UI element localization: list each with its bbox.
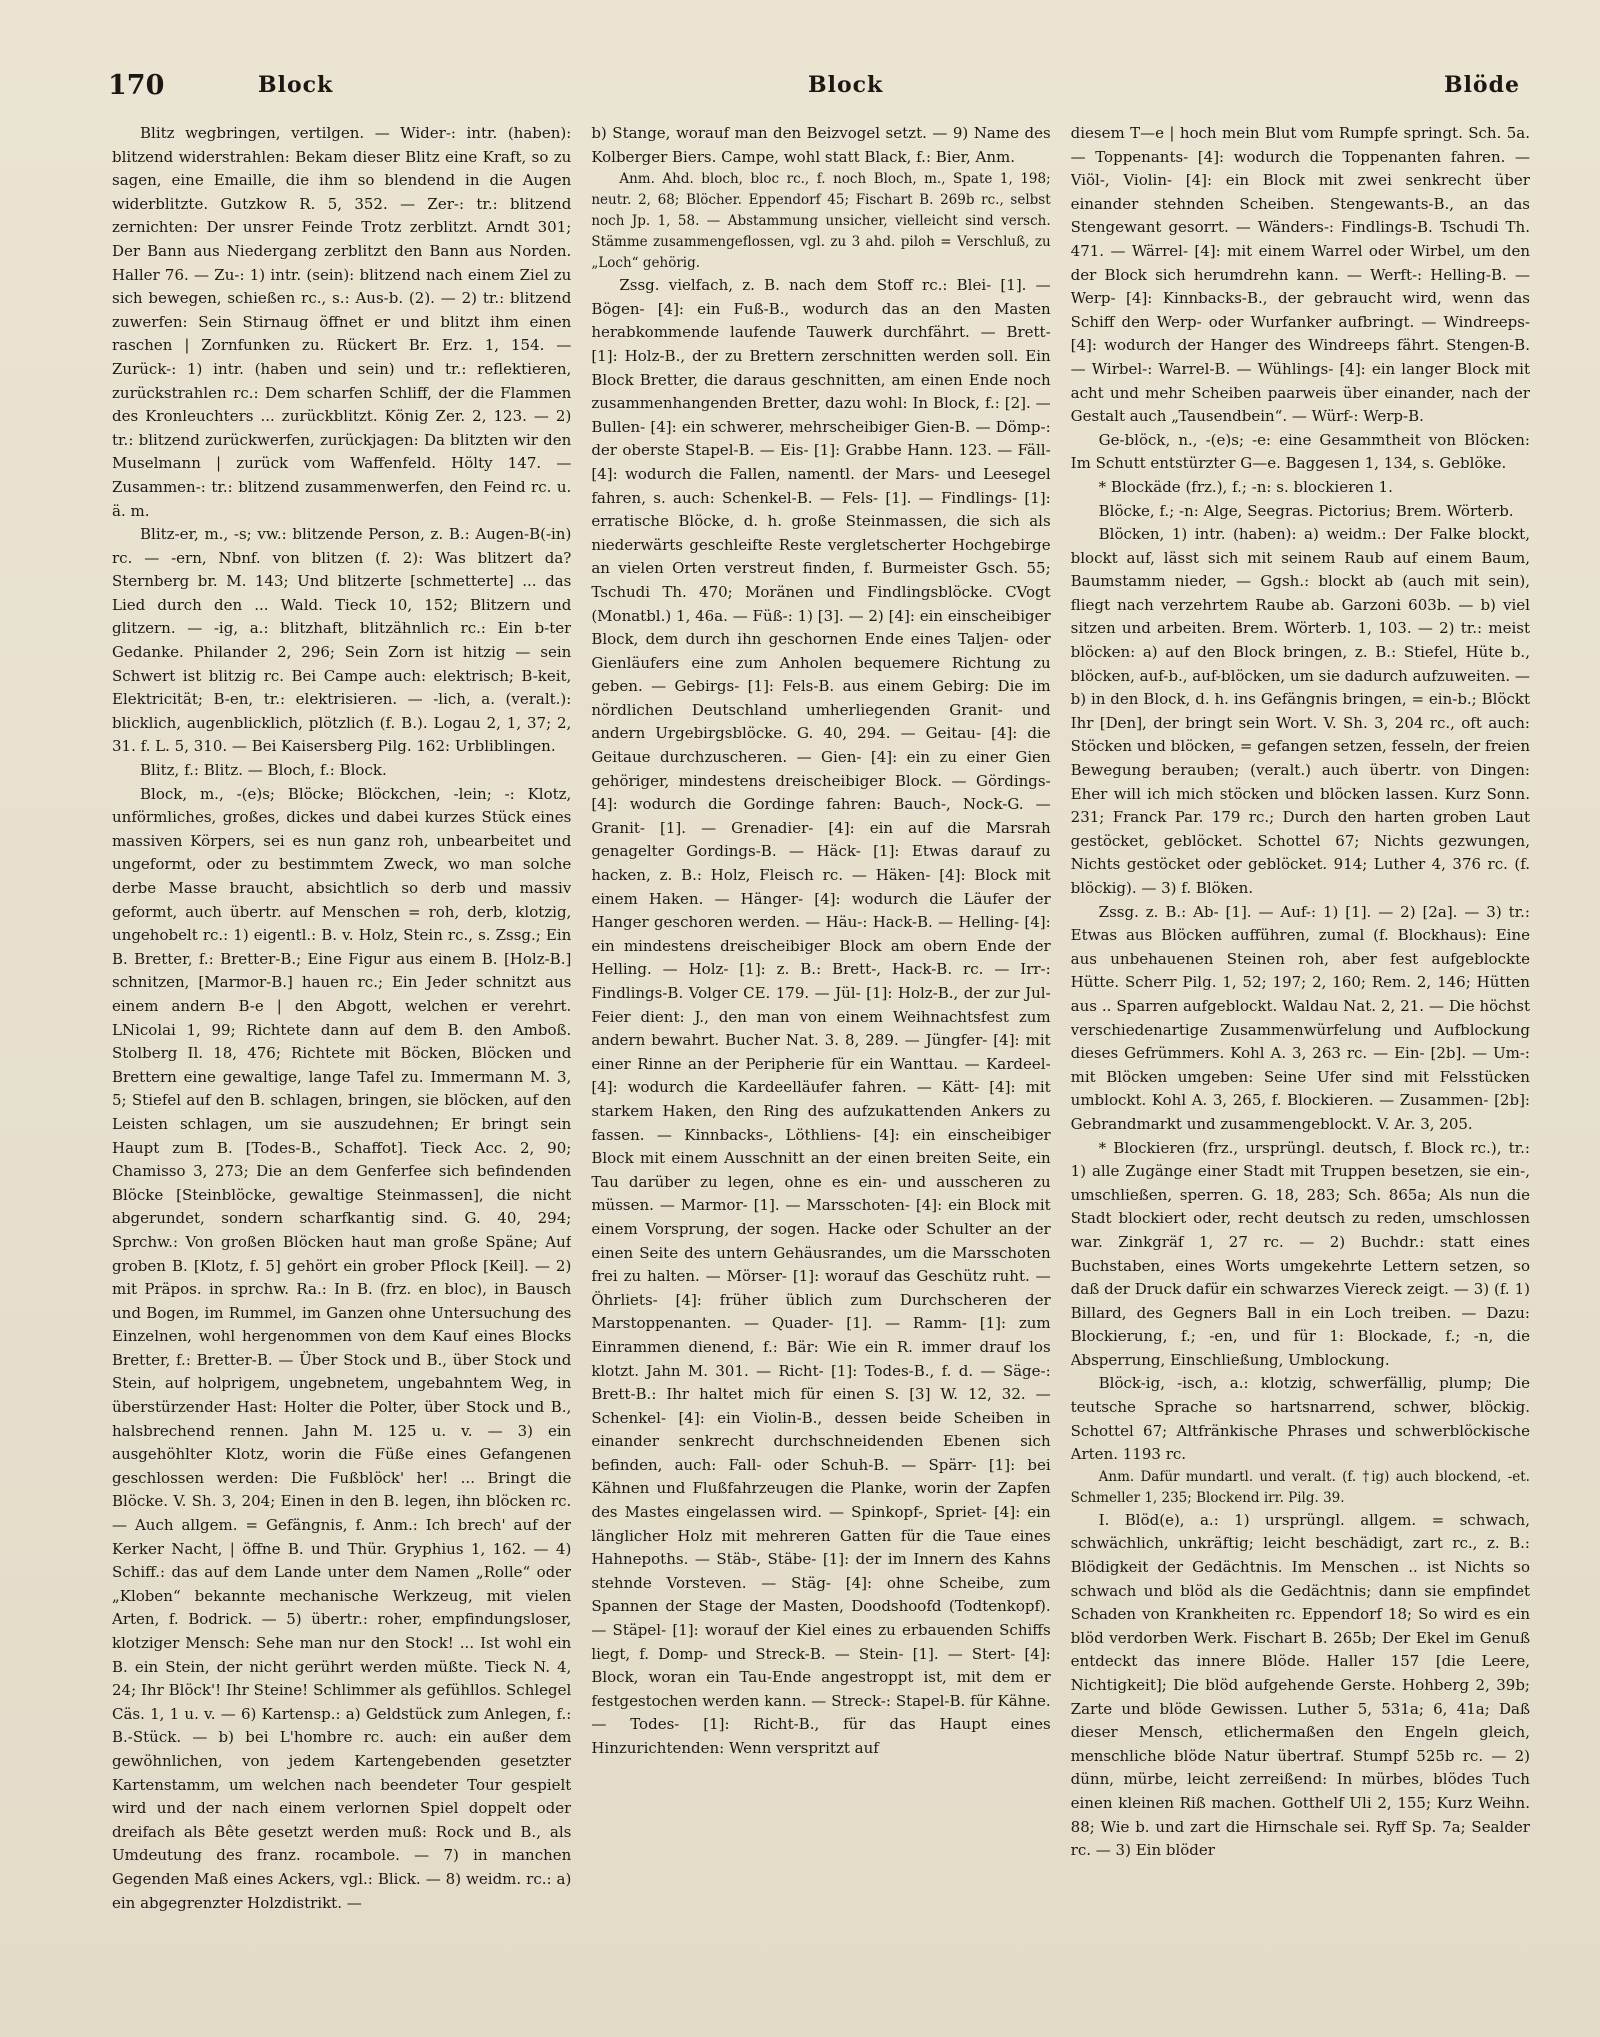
- page-header: [108, 70, 1530, 110]
- text-columns: [112, 122, 1530, 2019]
- entry-blitz-compounds: Blitz wegbringen, vertilgen. — Wider-: intr. (haben): blitzend widerstrahlen: Bekam dieser Blitz eine Kraft, so zu sagen, eine Emaille, die ihm so blendend in die Augen widerblitzte. Gutzkow R. 5, 352. — Zer-: tr.: blitzend zernichten: Der unsrer Feinde Trotz zerblitzt. Arndt 301; Der Bann aus Niedergang zerblitzt den Bann aus Norden. Haller 76. — Zu-: 1) intr. (sein): blitzend nach einem Ziel zu sich bewegen, schießen rc., s.: Aus-b. (2). — 2) tr.: blitzend zuwerfen: Sein Stirnaug öffnet er und blitzt ihm einen raschen | Zornfunken zu. Rückert Br. Erz. 1, 154. — Zurück-: 1) intr. (haben und sein) und tr.: reflektieren, zurückstrahlen rc.: Dem scharfen Schliff, der die Flammen des Kronleuchters ... zurückblitzt. König Zer. 2, 123. — 2) tr.: blitzend zurückwerfen, zurückjagen: Da blitzten wir den Muselmann | zurück vom Waffenfeld. Hölty 147. — Zusammen-: tr.: blitzend zusammenwerfen, den Feind rc. u. ä. m.: [112, 124, 572, 520]
- entry-blitzer: Blitz-er, m., -s; vw.: blitzende Person, z. B.: Augen-B(-in) rc. — -ern, Nbnf. von blitzen (f. 2): Was blitzert da? Sternberg br. M. 143; Und blitzerte [schmetterte] ... das Lied durch den ... Wald. Tieck 10, 152; Blitzern und glitzern. — -ig, a.: blitzhaft, blitzähnlich rc.: Ein b-ter Gedanke. Philander 2, 296; Sein Zorn ist hitzig — sein Schwert ist blitzig rc. Bei Campe auch: elektrisch; B-keit, Elektricität; B-en, tr.: elektrisieren. — -lich, a. (veralt.): blicklich, augenblicklich, plötzlich (f. B.). Logau 2, 1, 37; 2, 31. f. L. 5, 310. — Bei Kaisersberg Pilg. 162: Urbliblingen.: [112, 525, 572, 756]
- entry-block-anm: Anm. Ahd. bloch, bloc rc., f. noch Bloch, m., Spate 1, 198; neutr. 2, 68; Blöcher. Eppendorf 45; Fischart B. 269b rc., selbst noch Jp. 1, 58. — Abstammung unsicher, vielleicht sind versch. Stämme zusammengeflossen, vgl. zu 3 ahd. piloh = Verschluß, zu „Loch“ gehörig.: [591, 171, 1051, 272]
- column-middle: [591, 122, 1050, 2019]
- entry-bloede: I. Blöd(e), a.: 1) ursprüngl. allgem. = schwach, schwächlich, unkräftig; leicht beschädigt, zart rc., z. B.: Blödigkeit der Gedächtnis. Im Menschen .. ist Nichts so schwach und blöd als die Gedächtnis; dann sie empfindet Schaden von Krankheiten rc. Eppendorf 18; So wird es ein blöd verdorben Werk. Fischart B. 265b; Der Ekel im Genuß entdeckt das innere Blöde. Haller 157 [die Leere, Nichtigkeit]; Die blöd aufgehende Gerste. Hohberg 2, 39b; Zarte und blöde Gewissen. Luther 5, 531a; 6, 41a; Daß dieser Mensch, etlichermaßen den Engeln gleich, menschliche blöde Natur übertraf. Stumpf 525b rc. — 2) dünn, mürbe, leicht zerreißend: In mürbes, blödes Tuch einen kleinen Riß machen. Gotthelf Uli 2, 155; Kurz Weihn. 88; Wie b. und zart die Hirnschale sei. Ryff Sp. 7a; Sealder rc. — 3) Ein blöder: [1070, 1510, 1530, 1860]
- column-right: [1071, 122, 1530, 2019]
- entry-blitz-bloch: Blitz, f.: Blitz. — Bloch, f.: Block.: [140, 761, 387, 780]
- column-left: [112, 122, 571, 2019]
- entry-bloecken-compounds: Zssg. z. B.: Ab- [1]. — Auf-: 1) [1]. — 2) [2a]. — 3) tr.: Etwas aus Blöcken aufführen, zumal (f. Blockhaus): Eine aus unbehauenen Steinen roh, aber fest aufgeblockte Hütte. Scherr Pilg. 1, 52; 197; 2, 160; Rem. 2, 146; Hütten aus .. Sparren aufgeblockt. Waldau Nat. 2, 21. — Die höchst verschiedenartige Zusammenwürfelung und Aufblockung dieses Gefrümmers. Kohl A. 3, 263 rc. — Ein- [2b]. — Um-: mit Blöcken umgeben: Seine Ufer sind mit Felsstücken umblockt. Kohl A. 3, 265, f. Blockieren. — Zusammen- [2b]: Gebrandmarkt und zusammengeblockt. V. Ar. 3, 205.: [1070, 902, 1530, 1133]
- center-running-head: Block: [808, 72, 884, 98]
- page-number: 170: [108, 70, 165, 101]
- right-running-head: Blöde: [1443, 72, 1520, 98]
- entry-blockade: * Blockäde (frz.), f.; -n: s. blockieren 1.: [1098, 477, 1393, 496]
- entry-bloecken: Blöcken, 1) intr. (haben): a) weidm.: Der Falke blockt, blockt auf, lässt sich mit seinem Raub auf einem Baum, Baumstamm nieder, — Ggsh.: blockt ab (auch mit sein), fliegt nach verzehrtem Raube ab. Garzoni 603b. — b) viel sitzen und arbeiten. Brem. Wörterb. 1, 103. — 2) tr.: meist blöcken: a) auf den Block bringen, z. B.: Stiefel, Hüte b., blöcken, auf-b., auf-blöcken, um sie dadurch aufzuweiten. — b) in den Block, d. h. ins Gefängnis bringen, = ein-b.; Blöckt Ihr [Den], der bringt sein Wort. V. Sh. 3, 204 rc., oft auch: Stöcken und blöcken, = gefangen setzen, fesseln, der freien Bewegung berauben; (veralt.) auch übertr. von Dingen: Eher will ich mich stöcken und blöcken lassen. Kurz Sonn. 231; Franck Par. 179 rc.; Durch den harten groben Laut gestöcket, geblöcket. Schottel 67; Nichts gezwungen, Nichts gestöcket oder geblöcket. 914; Luther 4, 376 rc. (f. blöckig). — 3) f. Blöken.: [1070, 525, 1530, 897]
- entry-block-compounds-end: diesem T—e | hoch mein Blut vom Rumpfe springt. Sch. 5a. — Toppenants- [4]: wodurch die Toppenanten fahren. — Viöl-, Violin- [4]: ein Block mit zwei senkrecht über einander stehnden Scheiben. Stengewants-B., an das Stengewant gesorrt. — Wänders-: Findlings-B. Tschudi Th. 471. — Wärrel- [4]: mit einem Warrel oder Wirbel, um den der Block sich herumdrehn kann. — Werft-: Helling-B. — Werp- [4]: Kinnbacks-B., der gebraucht wird, wenn das Schiff den Werp- oder Wurfanker aufbringt. — Windreeps- [4]: wodurch der Hanger des Windreeps fährt. Stengen-B. — Wirbel-: Warrel-B. — Wühlings- [4]: ein langer Block mit acht und mehr Scheiben paarweis über einander, nach der Gestalt auch „Tausendbein“. — Würf-: Werp-B.: [1070, 124, 1530, 426]
- entry-bloeckig-anm: Anm. Dafür mundartl. und veralt. (f. †ig) auch blockend, -et. Schmeller 1, 235; Blockend irr. Pilg. 39.: [1070, 1468, 1530, 1506]
- left-running-head: Block: [258, 72, 334, 98]
- entry-block-continued: b) Stange, worauf man den Beizvogel setzt. — 9) Name des Kolberger Biers. Campe, wohl statt Black, f.: Bier, Anm.: [591, 124, 1051, 166]
- entry-blockieren: * Blockieren (frz., ursprüngl. deutsch, f. Block rc.), tr.: 1) alle Zugänge einer Stadt mit Truppen besetzen, sie ein-, umschließen, sperren. G. 18, 283; Sch. 865a; Als nun die Stadt blockiert oder, recht deutsch zu reden, umschlossen war. Zinkgräf 1, 27 rc. — 2) Buchdr.: statt eines Buchstaben, eines Worts umgekehrte Lettern setzen, so daß der Druck dafür ein schwarzes Viereck zeigt. — 3) (f. 1) Billard, des Gegners Ball in ein Loch treiben. — Dazu: Blockierung, f.; -en, und für 1: Blockade, f.; -n, die Absperrung, Einschließung, Umblockung.: [1070, 1138, 1530, 1369]
- entry-bloeckig: Blöck-ig, -isch, a.: klotzig, schwerfällig, plump; Die teutsche Sprache so hartsnarrend, schwer, blöckig. Schottel 67; Altfränkische Phrases und schwerblöckische Arten. 1193 rc.: [1070, 1374, 1530, 1464]
- entry-block: Block, m., -(e)s; Blöcke; Blöckchen, -lein; -: Klotz, unförmliches, großes, dickes und dabei kurzes Stück eines massiven Körpers, sei es nun ganz roh, unbearbeitet und ungeformt, oder zu bestimmtem Zweck, wo man solche derbe Masse braucht, absichtlich so derb und massiv geformt, auch übertr. auf Menschen = roh, derb, klotzig, ungehobelt rc.: 1) eigentl.: B. v. Holz, Stein rc., s. Zssg.; Ein B. Bretter, f.: Bretter-B.; Eine Figur aus einem B. [Holz-B.] schnitzen, [Marmor-B.] hauen rc.; Ein Jeder schnitzt aus einem andern B-e | den Abgott, welchen er verehrt. LNicolai 1, 99; Richtete dann auf dem B. den Amboß. Stolberg Il. 18, 476; Richtete mit Böcken, Blöcken und Brettern eine gewaltige, lange Tafel zu. Immermann M. 3, 5; Stiefel auf den B. schlagen, bringen, sie blöcken, auf den Leisten schlagen, um sie auszudehnen; Er bringt sein Haupt zum B. [Todes-B., Schaffot]. Tieck Acc. 2, 90; Chamisso 3, 273; Die an dem Genferfee sich befindenden Blöcke [Steinblöcke, gewaltige Steinmassen], die nicht abgerundet, sondern scharfkantig sind. G. 40, 294; Sprchw.: Von großen Blöcken haut man große Späne; Auf groben B. [Klotz, f. 5] gehört ein grober Pflock [Keil]. — 2) mit Präpos. in sprchw. Ra.: In B. (frz. en bloc), in Bausch und Bogen, im Rummel, im Ganzen ohne Untersuchung des Einzelnen, wohl hergenommen von dem Kauf eines Blocks Bretter, f.: Bretter-B. — Über Stock und B., über Stock und Stein, auf holprigem, ungebnetem, ungebahntem Weg, in überstürzender Hast: Holter die Polter, über Stock und B., halsbrechend rennen. Jahn M. 125 u. v. — 3) ein ausgehöhlter Klotz, worin die Füße eines Gefangenen geschlossen werden: Die Fußblöck' her! ... Bringt die Blöcke. V. Sh. 3, 204; Einen in den B. legen, ihn blöcken rc. — Auch allgem. = Gefängnis, f. Anm.: Ich brech' auf der Kerker Nacht, | öffne B. und Thür. Gryphius 1, 162. — 4) Schiff.: das auf dem Lande unter dem Namen „Rolle“ oder „Kloben“ bekannte mechanische Werkzeug, mit vielen Arten, f. Bodrick. — 5) übertr.: roher, empfindungsloser, klotziger Mensch: Sehe man nur den Stock! ... Ist wohl ein B. ein Stein, der nicht gerührt werden müßte. Tieck N. 4, 24; Ihr Blöck'! Ihr Steine! Schlimmer als gefühllos. Schlegel Cäs. 1, 1 u. v. — 6) Kartensp.: a) Geldstück zum Anlegen, f.: B.-Stück. — b) bei L'hombre rc. auch: ein außer dem gewöhnlichen, von jedem Kartengebenden gesetzter Kartenstamm, um welchen nach beendeter Tour gespielt wird und der nach einem verlornen Spiel doppelt oder dreifach als Bête gesetzt werden muß: Rock und B., als Umdeutung des franz. rocambole. — 7) in manchen Gegenden Maß eines Ackers, vgl.: Blick. — 8) weidm. rc.: a) ein abgegrenzter Holzdistrikt. —: [112, 784, 572, 1912]
- entry-bloecke: Blöcke, f.; -n: Alge, Seegras. Pictorius; Brem. Wörterb.: [1098, 501, 1514, 520]
- entry-block-compounds: Zssg. vielfach, z. B. nach dem Stoff rc.: Blei- [1]. — Bögen- [4]: ein Fuß-B., wodurch das an den Masten herabkommende laufende Tauwerk durchfährt. — Brett- [1]: Holz-B., der zu Brettern zerschnitten werden soll. Ein Block Bretter, die daraus geschnitten, am einen Ende noch zusammenhangenden Bretter, dazu wohl: In Block, f.: [2]. — Bullen- [4]: ein schwerer, mehrscheibiger Gien-B. — Dömp-: der oberste Stapel-B. — Eis- [1]: Grabbe Hann. 123. — Fäll- [4]: wodurch die Fallen, namentl. der Mars- und Leesegel fahren, s. auch: Schenkel-B. — Fels- [1]. — Findlings- [1]: erratische Blöcke, d. h. große Steinmassen, die sich als niederwärts geschleifte Reste vergletscherter Hochgebirge an vielen Orten verstreut finden, f. Burmeister Gsch. 55; Tschudi Th. 470; Moränen und Findlingsblöcke. CVogt (Monatbl.) 1, 46a. — Füß-: 1) [3]. — 2) [4]: ein einscheibiger Block, dem durch ihn geschornen Ende eines Taljen- oder Gienläufers eine zum Anholen bequemere Richtung zu geben. — Gebirgs- [1]: Fels-B. aus einem Gebirg: Die im nördlichen Deutschland umherliegenden Granit- und andern Urgebirgsblöcke. G. 40, 294. — Geitau- [4]: die Geitaue durchzuscheren. — Gien- [4]: ein zu einer Gien gehöriger, mindestens dreischeibiger Block. — Gördings- [4]: wodurch die Gordinge fahren: Bauch-, Nock-G. — Granit- [1]. — Grenadier- [4]: ein auf die Marsrah genagelter Gordings-B. — Häck- [1]: Etwas darauf zu hacken, z. B.: Holz, Fleisch rc. — Häken- [4]: Block mit einem Haken. — Hänger- [4]: wodurch die Läufer der Hanger geschoren werden. — Häu-: Hack-B. — Helling- [4]: ein mindestens dreischeibiger Block am obern Ende der Helling. — Holz- [1]: z. B.: Brett-, Hack-B. rc. — Irr-: Findlings-B. Volger CE. 179. — Jül- [1]: Holz-B., der zur Jul-Feier dient: J., den man von einem Weihnachtsfest zum andern bewahrt. Bucher Nat. 3. 8, 289. — Jüngfer- [4]: mit einer Rinne an der Peripherie für ein Wanttau. — Kardeel- [4]: wodurch die Kardeelläufer fahren. — Kätt- [4]: mit starkem Haken, den Ring des aufzukattenden Ankers zu fassen. — Kinnbacks-, Löthliens- [4]: ein einscheibiger Block mit einem Ausschnitt an der einen breiten Seite, ein Tau darüber zu legen, ohne es ein- und ausscheren zu müssen. — Marmor- [1]. — Marsschoten- [4]: ein Block mit einem Vorsprung, der sogen. Hacke oder Schulter an der einen Seite des untern Gehäusrandes, um die Marsschoten frei zu halten. — Mörser- [1]: worauf das Geschütz ruht. — Öhrliets- [4]: früher üblich zum Durchscheren der Marstoppenanten. — Quader- [1]. — Ramm- [1]: zum Einrammen dienend, f.: Bär: Wie ein R. immer drauf los klotzt. Jahn M. 301. — Richt- [1]: Todes-B., f. d. — Säge-: Brett-B.: Ihr haltet mich für einen S. [3] W. 12, 32. — Schenkel- [4]: ein Violin-B., dessen beide Scheiben in einander senkrecht durchschneidenden Ebenen sich befinden, auch: Fall- oder Schuh-B. — Spärr- [1]: bei Kähnen und Flußfahrzeugen die Planke, worin der Zapfen des Mastes eingelassen wird. — Spinkopf-, Spriet- [4]: ein länglicher Holz mit mehreren Gatten für die Taue eines Hahnepoths. — Stäb-, Stäbe- [1]: der im Innern des Kahns stehnde Vorsteven. — Stäg- [4]: ohne Scheibe, zum Spannen der Stage der Masten, Doodshoofd (Todtenkopf). — Stäpel- [1]: worauf der Kiel eines zu erbauenden Schiffs liegt, f. Domp- und Streck-B. — Stein- [1]. — Stert- [4]: Block, woran ein Tau-Ende angestroppt ist, mit dem er festgestochen werden kann. — Streck-: Stapel-B. für Kähne. — Todes- [1]: Richt-B., für das Haupt eines Hinzurichtenden: Wenn verspritzt auf: [591, 276, 1051, 1757]
- entry-gebloeck: Ge-blöck, n., -(e)s; -e: eine Gesammtheit von Blöcken: Im Schutt entstürzter G—e. Baggesen 1, 134, s. Geblöke.: [1070, 430, 1530, 473]
